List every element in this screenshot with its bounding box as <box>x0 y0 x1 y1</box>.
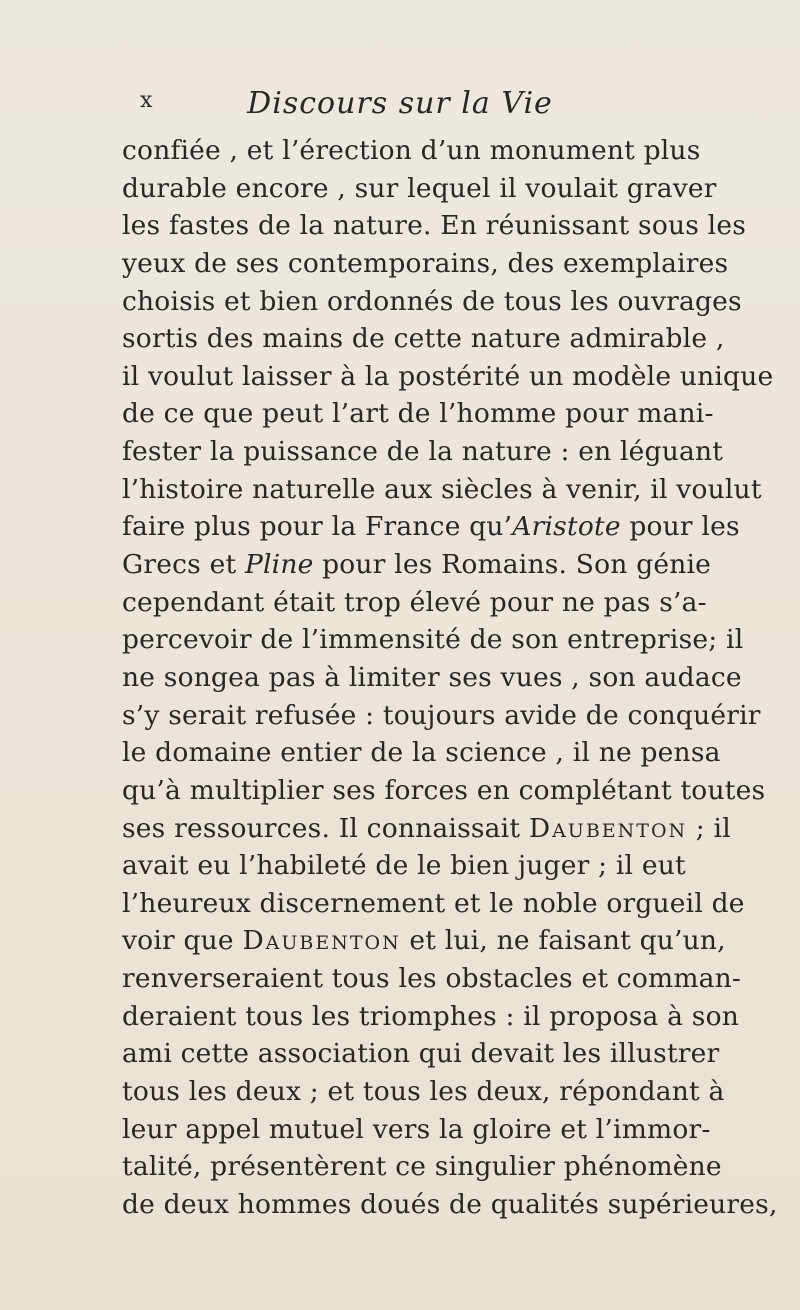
text-line <box>122 998 739 1036</box>
text-line <box>122 1186 778 1224</box>
text-run: yeux de ses contemporains, des exemplaires <box>122 247 729 279</box>
text-line <box>122 433 724 471</box>
text-run: percevoir de l’immensité de son entreprise; il <box>122 624 744 656</box>
text-line <box>122 1111 711 1149</box>
text-run: le domaine entier de la science , il ne pensa <box>122 737 721 769</box>
text-run: ses ressources. Il connaissait <box>122 812 529 844</box>
text-line <box>122 207 747 245</box>
text-line <box>122 772 766 810</box>
text-line <box>122 546 712 584</box>
text-run: pour les <box>620 511 740 543</box>
text-run: renverseraient tous les obstacles et comman- <box>122 963 742 995</box>
text-line <box>122 960 742 998</box>
text-run: choisis et bien ordonnés de tous les ouvrages <box>122 285 742 317</box>
text-run: ; il <box>687 812 731 844</box>
running-title-word: la <box>461 86 491 121</box>
page-number: x <box>140 88 154 113</box>
text-line <box>122 847 686 885</box>
italic-name: Pline <box>244 549 314 581</box>
text-line <box>122 1073 725 1111</box>
text-line <box>122 170 717 208</box>
text-run: s’y serait refusée : toujours avide de conquérir <box>122 699 761 731</box>
body-text <box>122 132 778 1224</box>
text-line <box>122 358 774 396</box>
text-line <box>122 1035 720 1073</box>
running-title-word: sur <box>398 86 451 121</box>
text-line <box>122 584 707 622</box>
text-run: pour les Romains. Son génie <box>313 549 712 581</box>
text-run: deraient tous les triomphes : il proposa à son <box>122 1000 739 1032</box>
text-run: l’histoire naturelle aux siècles à venir, il voulut <box>122 473 762 505</box>
text-run: voir que <box>122 925 243 957</box>
text-run: durable encore , sur lequel il voulait graver <box>122 172 717 204</box>
text-line <box>122 245 729 283</box>
small-caps-name: Daubenton <box>528 812 688 844</box>
text-line <box>122 132 701 170</box>
text-line <box>122 283 742 321</box>
text-line <box>122 508 740 546</box>
text-line <box>122 922 726 960</box>
text-run: l’heureux discernement et le noble orgueil de <box>122 887 745 919</box>
running-title <box>140 86 660 121</box>
text-run: cependant était trop élevé pour ne pas s’a- <box>122 586 707 618</box>
text-line <box>122 659 742 697</box>
text-line <box>122 734 721 772</box>
text-run: confiée , et l’érection d’un monument plus <box>122 135 701 166</box>
text-run: leur appel mutuel vers la gloire et l’immor- <box>122 1113 711 1145</box>
text-run: tous les deux ; et tous les deux, répondant à <box>122 1076 725 1108</box>
running-title-word: Discours <box>247 86 389 121</box>
text-run: il voulut laisser à la postérité un modèle unique <box>122 360 774 392</box>
text-line <box>122 1148 722 1186</box>
text-run: faire plus pour la France qu’ <box>122 511 513 543</box>
text-run: avait eu l’habileté de le bien juger ; il eut <box>122 850 686 882</box>
text-line <box>122 320 725 358</box>
text-run: sortis des mains de cette nature admirable , <box>122 323 725 355</box>
text-run: talité, présentèrent ce singulier phénomène <box>122 1151 722 1183</box>
text-run: fester la puissance de la nature : en léguant <box>122 436 724 468</box>
text-line <box>122 697 761 735</box>
running-title-word: Vie <box>501 86 553 121</box>
running-header <box>140 86 660 126</box>
text-line <box>122 810 731 848</box>
text-run: et lui, ne faisant qu’un, <box>400 925 726 957</box>
text-line <box>122 885 745 923</box>
text-run: ne songea pas à limiter ses vues , son audace <box>122 661 742 693</box>
text-line <box>122 471 762 509</box>
text-run: Grecs et <box>122 549 245 581</box>
text-run: qu’à multiplier ses forces en complétant toutes <box>122 774 766 806</box>
text-run: ami cette association qui devait les illustrer <box>122 1038 720 1070</box>
small-caps-name: Daubenton <box>242 925 401 957</box>
italic-name: Aristote <box>512 511 621 543</box>
text-run: de ce que peut l’art de l’homme pour mani- <box>122 398 714 430</box>
text-run: les fastes de la nature. En réunissant sous les <box>122 210 747 242</box>
text-run: de deux hommes doués de qualités supérieures, <box>122 1188 778 1220</box>
text-line <box>122 395 714 433</box>
text-line <box>122 621 744 659</box>
